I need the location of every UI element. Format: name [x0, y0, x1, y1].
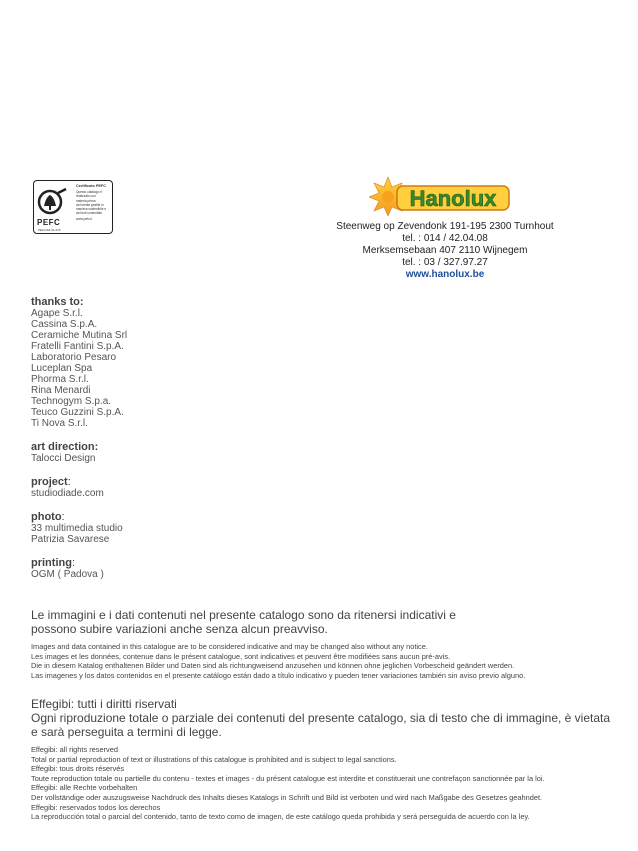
pefc-line: da foreste gestite in [76, 202, 104, 207]
project-title: project: [31, 476, 71, 488]
photo-title: photo: [31, 511, 65, 523]
hanolux-logo [369, 176, 511, 216]
pefc-line: realizzato con [76, 194, 96, 199]
project-value: studiodiade.com [31, 488, 104, 499]
thanks-item: Ti Nova S.r.l. [31, 418, 88, 429]
printing-value: OGM ( Padova ) [31, 569, 104, 580]
rights-english-body: Total or partial reproduction of text or illustrations of this catalogue is prohibited and is subject to legal sanctions. [31, 754, 397, 764]
thanks-item: Ceramiche Mutina Srl [31, 330, 128, 341]
photo-value: Patrizia Savarese [31, 534, 110, 545]
pefc-certification-badge [33, 180, 113, 234]
dealer-address-turnhout: Steenweg op Zevendonk 191-195 2300 Turnhout [336, 221, 554, 232]
pefc-code: PEFC/18-31-215 [38, 228, 61, 232]
thanks-item: Cassina S.p.A. [31, 319, 98, 330]
rights-german-title: Effegibi: alle Rechte vorbehalten [31, 783, 138, 793]
rights-spanish-title: Effegibi: reservados todos los derechos [31, 802, 161, 812]
dealer-website-link[interactable]: www.hanolux.be [405, 269, 485, 280]
pefc-wordmark: PEFC [37, 218, 61, 227]
thanks-item: Rina Menardi [31, 385, 91, 396]
rights-notice [31, 697, 616, 822]
thanks-item: Agape S.r.l. [31, 308, 83, 319]
dealer-address-wijnegem: Merksemsebaan 407 2110 Wijnegem [362, 245, 528, 256]
rights-italian-body: Ogni riproduzione totale o parziale dei contenuti del presente catalogo, sia di testo che di immagine, è vietata e sarà perseguita a termini di legge. [31, 711, 611, 739]
rights-spanish-body: La reproducción total o parcial del contenido, tanto de texto como de imagen, de este catálogo queda prohibida y será perseguida de acuerdo con la ley. [31, 812, 530, 822]
thanks-item: Teuco Guzzini S.p.A. [31, 407, 124, 418]
thanks-item: Phorma S.r.l. [31, 374, 89, 385]
indicative-notice [31, 608, 621, 680]
art-direction-title: art direction: [31, 441, 99, 453]
pefc-line: materia prima [76, 198, 96, 203]
pefc-line: maniera sostenibile e [76, 207, 107, 212]
credits-section [31, 296, 331, 580]
pefc-line: da fonti controllate [76, 211, 103, 216]
thanks-item: Laboratorio Pesaro [31, 352, 117, 363]
dealer-contact [300, 221, 590, 281]
pefc-description [76, 184, 112, 222]
pefc-line: Certificato PEFC [76, 184, 106, 188]
svg-text:Hanolux: Hanolux [409, 186, 497, 211]
thanks-item: Technogym S.p.a. [31, 396, 112, 407]
art-direction-value: Talocci Design [31, 453, 96, 464]
rights-french-body: Toute reproduction totale ou partielle du contenu - textes et images - du présent catalogue est interdite et constituerait une contrefaçon sanctionnée par la loi. [31, 773, 545, 783]
pefc-line: Questo catalogo è [76, 190, 102, 195]
printing-title: printing: [31, 557, 75, 569]
indicative-german: Die in diesem Katalog enthaltenen Bilder und Daten sind als richtungweisend anzusehen und können ohne jeglichen Vorbescheid geändert werden. [31, 661, 515, 671]
indicative-italian-line: Le immagini e i dati contenuti nel presente catalogo sono da ritenersi indicativi e [31, 608, 456, 622]
thanks-title: thanks to: [31, 296, 84, 308]
indicative-italian-line: possono subire variazioni anche senza alcun preavviso. [31, 622, 328, 636]
indicative-french: Les images et les données, contenue dans le présent catalogue, sont indicatives et peuvent être modifiées sans aucun pré-avis. [31, 651, 451, 661]
indicative-spanish: Las imagenes y los datos contenidos en el presente catálogo están dado a título indicativo y pueden tener variaciones también sin aviso previo alguno. [31, 670, 526, 680]
indicative-english: Images and data contained in this catalogue are to be considered indicative and may be changed also without any notice. [31, 642, 428, 651]
pefc-line: www.pefc.it [76, 217, 93, 222]
thanks-item: Luceplan Spa [31, 363, 93, 374]
rights-italian-title: Effegibi: tutti i diritti riservati [31, 697, 177, 711]
rights-english-title: Effegibi: all rights reserved [31, 745, 118, 754]
dealer-phone-turnhout: tel. : 014 / 42.04.08 [402, 233, 488, 244]
photo-value: 33 multimedia studio [31, 523, 123, 534]
rights-german-body: Der vollständige oder auszugsweise Nachdruck des Inhalts dieses Katalogs in Schrift und Bild ist verboten und wird nach Maßgabe des Gesetzes geahndet. [31, 792, 543, 802]
dealer-phone-wijnegem: tel. : 03 / 327.97.27 [402, 257, 488, 268]
rights-french-title: Effegibi: tous droits réservés [31, 764, 125, 774]
thanks-item: Fratelli Fantini S.p.A. [31, 341, 124, 352]
